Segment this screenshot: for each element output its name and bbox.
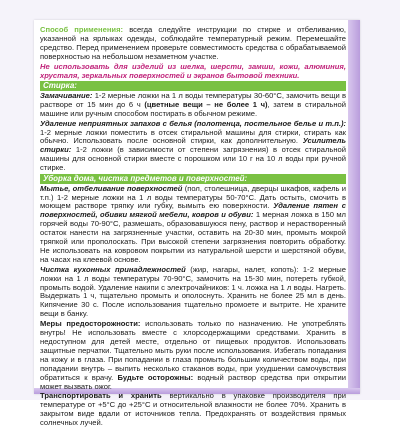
odor-text: 1-2 мерные ложки поместить в отсек стиральной машины для стирки, стирать как обычно. Использовать после основной стирки, как дополнительную. — [40, 127, 346, 146]
label-frame-right — [348, 20, 360, 394]
odor-paragraph — [40, 120, 346, 173]
usage-text: всегда следуйте инструкции по стирке и отбеливанию, указанной на ярлыках одежды, соблюдайте температурный режим. Перемешайте средство. Перед применением проверьте совместимость средства с обрабатываемой поверхностью на небольшом незаметном участке. — [40, 25, 347, 61]
stain-label: Удаление пятен с поверхностей, обивки мягкой мебели, ковров и обуви: — [40, 201, 346, 220]
instructions-text — [40, 26, 346, 429]
safety-paragraph — [40, 320, 346, 391]
safety-text: использовать только по назначению. Не употреблять внутрь! Не использовать вместе с хлорсодержащими средствами. Хранить в недоступном для детей месте, отдельно от пищевых продуктов. Использовать защитные перчатки. Тщательно мыть руки после использования. Избегать попадания на кожу и в глаза. При попадании в глаза промыть большим количеством воды, при попадании внутрь – выпить несколько стаканов воды, при ухудшении самочувствия обратиться к врачу. — [40, 319, 346, 382]
usage-warning-text: Не использовать для изделий из шелка, шерсти, замши, кожи, алюминия, хрусталя, зеркальных поверхностей и экранов бытовой техники. — [40, 61, 346, 80]
usage-warning — [40, 63, 346, 81]
stain-text: 1 мерная ложка в 150 мл горячей воды 70-90°С, размешать, образовавшуюся пену, раствор и нерастворенный остаток нанести на загрязненные участки, оставить на 20-30 мин, промыть мокрой тряпкой или прополоскать. При высокой степени загрязнения повторить обработку. Не использовать на ковровом покрытии из натуральной шерсти и шерстяной обуви, на часах на клеевой основе. — [40, 210, 346, 264]
odor-label: Удаление неприятных запахов с белья (полотенца, постельное белье и т.п.): — [40, 118, 346, 128]
careful-label: Будьте осторожны: — [117, 372, 194, 382]
soak-paragraph — [40, 92, 346, 119]
storage-paragraph — [40, 392, 346, 428]
kitchen-label: Чистка кухонных принадлежностей — [40, 264, 186, 274]
soak-text-1: 1-2 мерные ложки на 1 л воды температуры 30-60°С, замочить вещи в растворе от 15 мин до 6 ч — [40, 90, 346, 109]
storage-heading: Транспортировать и хранить — [40, 391, 162, 401]
soak-bold: (цветные вещи – не более 1 ч) — [144, 99, 268, 109]
kitchen-paragraph — [40, 266, 346, 319]
careful-text: водный раствор средства при открытии может вызвать ожог. — [40, 372, 346, 391]
product-label — [34, 20, 360, 428]
boost-text: 1-2 ложки (в зависимости от степени загрязнения) в отсек стиральной машины для основной стирки вместе с порошком или 10 г на 10 л воды при ручной стирке. — [40, 145, 346, 173]
usage-heading: Способ применения: — [40, 25, 124, 34]
boost-label: Усилитель стирки: — [40, 136, 346, 155]
kitchen-text: (жир, нагары, налет, копоть): 1-2 мерные ложки на 1 л воды температуры 70-90°С, замочить на 15-30 мин, потереть губкой, промыть водой. Удаление накипи с электрочайников: 1 ч. ложка на 1 л воды. Нагреть. Выдержать 1 ч, тщательно промыть и ополоснуть. Хранить не более 25 мл в день. Кипячение 30 с. После использования тщательно промоете и вытрите. Не храните вещи в банку. — [40, 264, 346, 319]
soak-label: Замачивание: — [40, 90, 93, 100]
storage-text: вертикально в упаковке производителя при температуре от +5°С до +25°С и относительной влажности не более 70%. Хранить в закрытом виде вдали от источников тепла. Предохранять от воздействия прямых солнечных лучей. — [40, 391, 346, 428]
home-heading: Уборка дома, чистка предметов и поверхностей: — [40, 174, 346, 184]
washing-heading: Стирка: — [40, 81, 346, 91]
safety-heading: Меры предосторожности: — [40, 319, 141, 329]
wash-paragraph — [40, 185, 346, 265]
usage-paragraph — [40, 26, 346, 62]
soak-text-2: , затем в стиральной машине или ручным способом постирать в обычном режиме. — [40, 99, 346, 118]
wash-label: Мытье, отбеливание поверхностей — [40, 183, 183, 193]
wash-text: (пол, столешница, дверцы шкафов, кафель и т.п.) 1-2 мерные ложки на 1 л воды температуры 50-70°С. Дать остыть, смочить в моющем растворе тряпку или губку, вымыть ею поверхности. — [40, 183, 346, 211]
